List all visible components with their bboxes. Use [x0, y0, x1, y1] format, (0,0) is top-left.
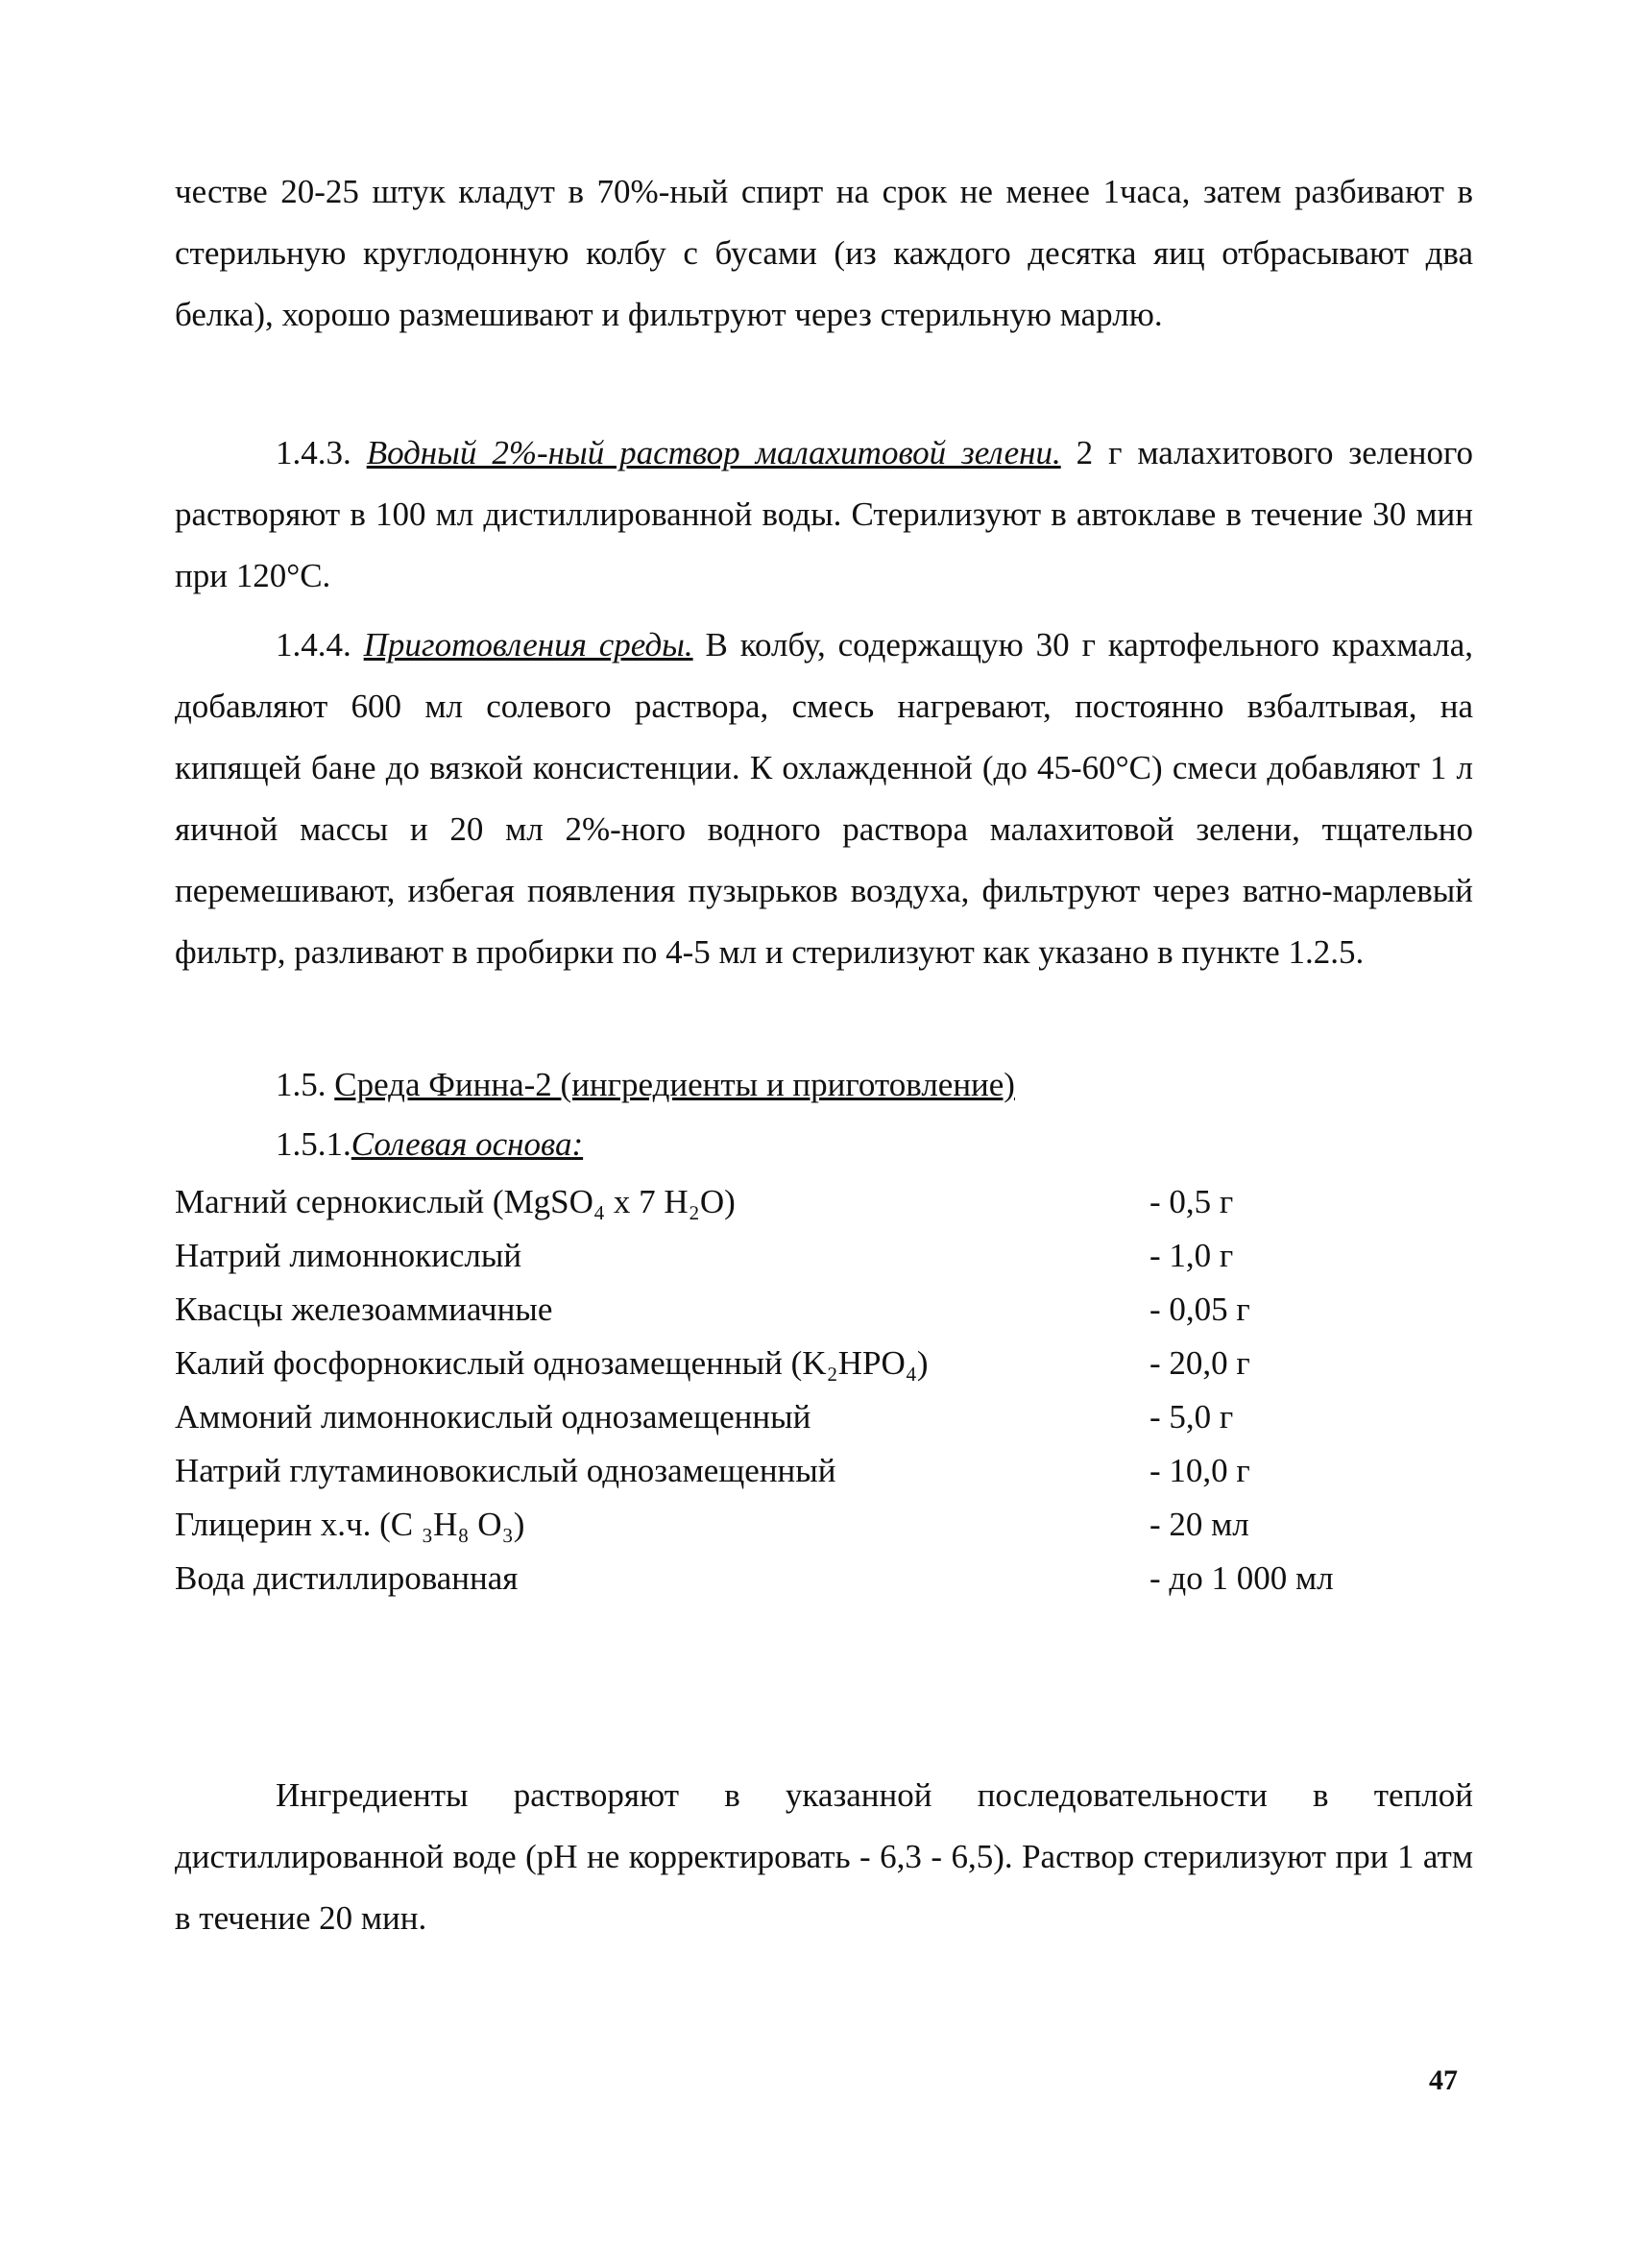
section-1-5-heading: [276, 1054, 1015, 1116]
section-number: 1.5.: [276, 1066, 327, 1103]
list-item: [175, 1344, 1385, 1398]
ingredient-amount: - 20,0 г: [1149, 1344, 1250, 1382]
section-1-4-4: [175, 615, 1473, 983]
ingredient-amount: - 20 мл: [1149, 1506, 1249, 1543]
section-text: 2 г малахитового зеленого растворяют в 100 мл дистиллированной воды. Стерилизуют в автоклаве в течение 30 мин при 120°С.: [175, 434, 1473, 594]
ingredient-amount: - до 1 000 мл: [1149, 1559, 1334, 1597]
page-number: 47: [1429, 2064, 1458, 2096]
ingredient-name: Вода дистиллированная: [175, 1559, 519, 1597]
list-item: [175, 1559, 1385, 1613]
ingredient-name: Аммоний лимоннокислый однозамещенный: [175, 1398, 811, 1436]
section-number: 1.4.3.: [276, 434, 351, 471]
list-item: [175, 1506, 1385, 1559]
list-item: [175, 1452, 1385, 1506]
ingredient-name: Калий фосфорнокислый однозамещенный (K₂HPO₄): [175, 1344, 929, 1382]
section-title: Приготовления среды.: [363, 626, 693, 664]
section-title: Среда Финна-2 (ингредиенты и приготовление): [334, 1066, 1015, 1103]
list-item: [175, 1183, 1385, 1237]
ingredient-amount: - 10,0 г: [1149, 1452, 1250, 1489]
paragraph-continuation: честве 20-25 штук кладут в 70%-ный спирт на срок не менее 1часа, затем разбивают в стерильную круглодонную колбу с бусами (из каждого десятка яиц отбрасывают два белка), хорошо размешивают и фильтруют через стерильную марлю.: [175, 173, 1473, 333]
ingredient-name: Квасцы железоаммиачные: [175, 1291, 553, 1328]
section-title: Солевая основа:: [351, 1125, 584, 1163]
final-paragraph: Ингредиенты растворяют в указанной последовательности в теплой дистиллированной воде (рН не корректировать - 6,3 - 6,5). Раствор стерилизуют при 1 атм в течение 20 мин.: [175, 1776, 1473, 1937]
ingredient-name: Натрий лимоннокислый: [175, 1237, 522, 1274]
ingredient-amount: - 0,5 г: [1149, 1183, 1234, 1220]
ingredient-name: Натрий глутаминовокислый однозамещенный: [175, 1452, 836, 1489]
section-title: Водный 2%-ный раствор малахитовой зелени.: [366, 434, 1061, 471]
ingredient-amount: - 5,0 г: [1149, 1398, 1234, 1436]
list-item: [175, 1398, 1385, 1452]
section-number: 1.4.4.: [276, 626, 351, 664]
ingredients-list: [175, 1183, 1385, 1613]
section-1-4-3: [175, 422, 1473, 607]
list-item: [175, 1291, 1385, 1344]
list-item: [175, 1237, 1385, 1291]
section-text: В колбу, содержащую 30 г картофельного крахмала, добавляют 600 мл солевого раствора, смесь нагревают, постоянно взбалтывая, на кипящей бане до вязкой консистенции. К охлажденной (до 45-60°С) смеси добавляют 1 л яичной массы и 20 мл 2%-ного водного раствора малахитовой зелени, тщательно перемешивают, избегая появления пузырьков воздуха, фильтруют через ватно-марлевый фильтр, разливают в пробирки по 4-5 мл и стерилизуют как указано в пункте 1.2.5.: [175, 626, 1473, 971]
ingredient-amount: - 1,0 г: [1149, 1237, 1234, 1274]
section-number: 1.5.1.: [276, 1125, 351, 1163]
ingredient-name: Магний сернокислый (MgSO₄ x 7 H₂O): [175, 1183, 736, 1220]
ingredient-name: Глицерин х.ч. (С ₃H₈ O₃): [175, 1506, 525, 1543]
section-1-5-1-heading: [276, 1114, 583, 1175]
ingredient-amount: - 0,05 г: [1149, 1291, 1250, 1328]
